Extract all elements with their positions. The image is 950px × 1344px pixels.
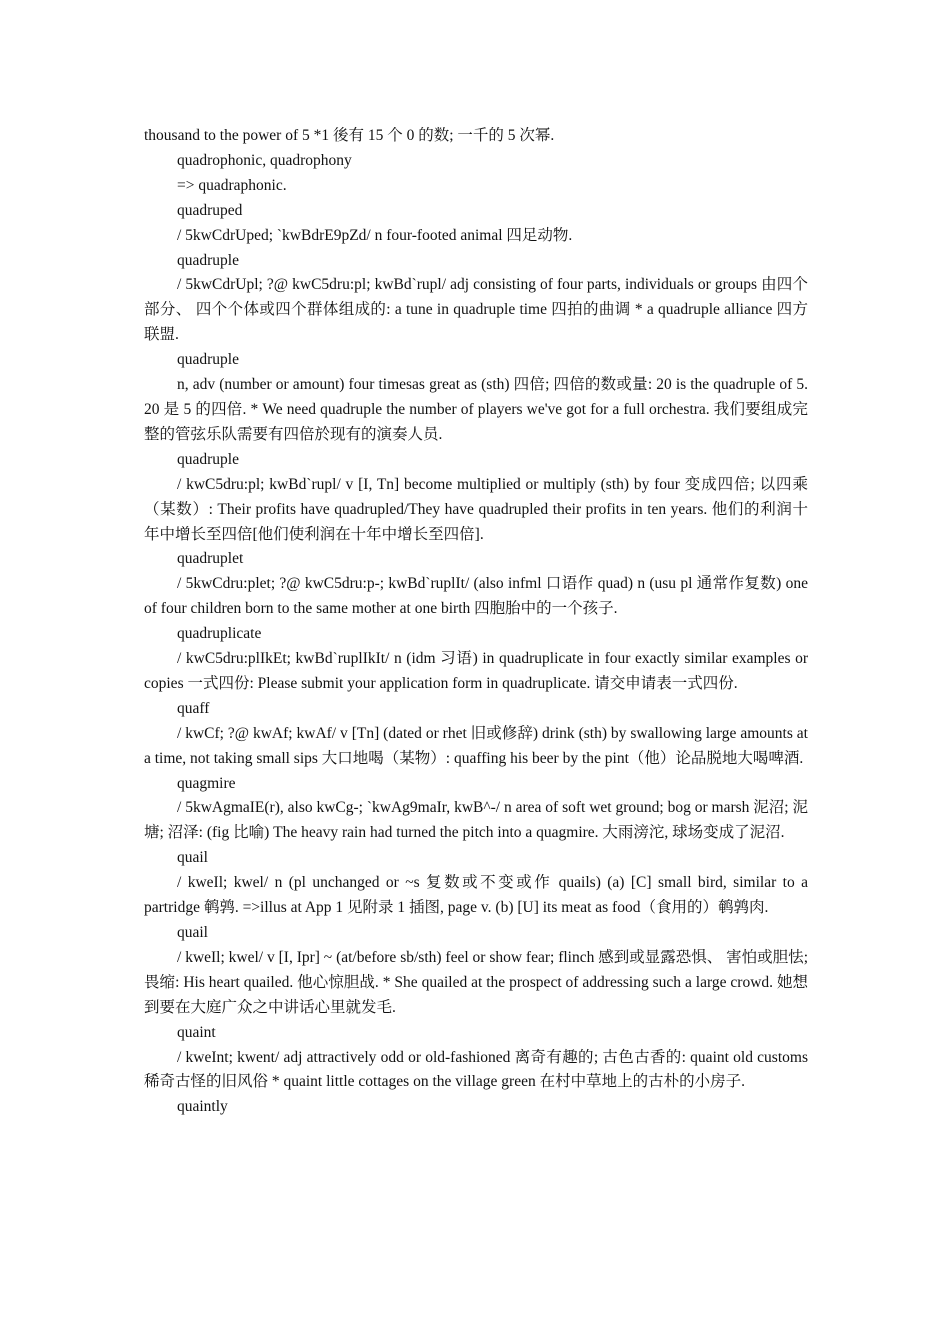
document-page bbox=[144, 124, 808, 1120]
entry-definition: / 5kwCdru:plet; ?@ kwC5dru:p-; kwBd`ruplIt/ (also infml 口语作 quad) n (usu pl 通常作复数) one of four children born to the same mother at one birth 四胞胎中的一个孩子. bbox=[144, 575, 808, 618]
entry-headword: quail bbox=[177, 924, 208, 941]
paragraph: thousand to the power of 5 *1 後有 15 个 0 的数; 一千的 5 次幂. bbox=[144, 127, 555, 144]
entry-headword: quaint bbox=[177, 1023, 216, 1041]
entry-headword: quadruped bbox=[177, 201, 243, 219]
entry-definition: / 5kwCdrUped; `kwBdrE9pZd/ n four-footed animal 四足动物. bbox=[177, 226, 573, 244]
entry-definition: / kwCf; ?@ kwAf; kwAf/ v [Tn] (dated or rhet 旧或修辞) drink (sth) by swallowing large amounts at a time, not taking small sips 大口地喝（某物）: quaffing his beer by the pint（他）论品脱地大喝啤酒. bbox=[144, 724, 808, 767]
entry-definition: / kweInt; kwent/ adj attractively odd or old-fashioned 离奇有趣的; 古色古香的: quaint old customs 稀奇古怪的旧风俗 * quaint little cottages on the village green 在村中草地上的古朴的小房子. bbox=[144, 1048, 808, 1091]
entry-definition: / kweIl; kwel/ v [I, Ipr] ~ (at/before sb/sth) feel or show fear; flinch 感到或显露恐惧、 害怕或胆怯; 畏缩: His heart quailed. 他心惊胆战. * She quailed at the prospect of addressing such a large crowd. 她想到要在大庭广众之中讲话心里就发毛. bbox=[144, 948, 808, 1016]
entry-definition: / kwC5dru:pl; kwBd`rupl/ v [I, Tn] become multiplied or multiply (sth) by four 变成四倍; 以四乘（某数）: Their profits have quadrupled/They have quadrupled their profits in ten years. 他们的利润十年中增长至四倍[他们使利润在十年中增长至四倍]. bbox=[144, 475, 808, 543]
entry-definition: => quadraphonic. bbox=[177, 176, 287, 194]
entry-headword: quadruple bbox=[177, 450, 239, 468]
entry-headword: quaintly bbox=[177, 1098, 228, 1116]
entry-definition: n, adv (number or amount) four timesas great as (sth) 四倍; 四倍的数或量: 20 is the quadruple of 5. 20 是 5 的四倍. * We need quadruple the number of players we've got for a full orchestra. 我们要组成完整的管弦乐队需要有四倍於现有的演奏人员. bbox=[144, 376, 808, 443]
entry-headword: quadruplet bbox=[177, 550, 244, 568]
entry-headword: quadruple bbox=[177, 351, 239, 369]
entry-definition: / kweIl; kwel/ n (pl unchanged or ~s 复数或不变或作 quails) (a) [C] small bird, similar to a partridge 鹌鹑. =>illus at App 1 见附录 1 插图, page v. (b) [U] its meat as food（食用的）鹌鹑肉. bbox=[144, 874, 808, 917]
entry-definition: / 5kwCdrUpl; ?@ kwC5dru:pl; kwBd`rupl/ adj consisting of four parts, individuals or groups 由四个部分、 四个个体或四个群体组成的: a tune in quadruple time 四拍的曲调 * a quadruple alliance 四方联盟. bbox=[144, 276, 808, 344]
entry-headword: quadrophonic, quadrophony bbox=[177, 151, 352, 169]
entry-headword: quadruplicate bbox=[177, 625, 262, 643]
entry-headword: quaff bbox=[177, 699, 210, 717]
entry-headword: quagmire bbox=[177, 774, 236, 792]
entry-definition: / kwC5dru:plIkEt; kwBd`ruplIkIt/ n (idm 习语) in quadruplicate in four exactly similar examples or copies 一式四份: Please submit your application form in quadruplicate. 请交申请表一式四份. bbox=[144, 650, 808, 692]
entry-headword: quadruple bbox=[177, 251, 239, 269]
entry-headword: quail bbox=[177, 849, 208, 867]
entry-definition: / 5kwAgmaIE(r), also kwCg-; `kwAg9maIr, kwB^-/ n area of soft wet ground; bog or marsh 泥沼; 泥塘; 沼泽: (fig 比喻) The heavy rain had turned the pitch into a quagmire. 大雨滂沱, 球场变成了泥沼. bbox=[144, 799, 808, 842]
